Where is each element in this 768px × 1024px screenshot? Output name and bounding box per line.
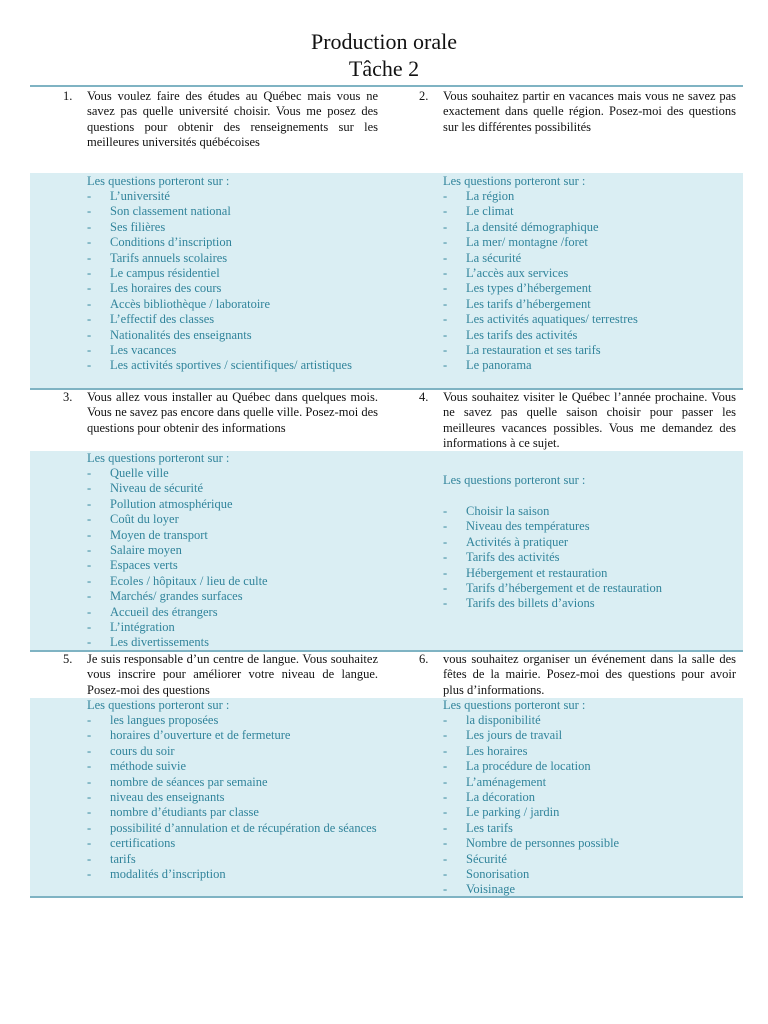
questions-heading: Les questions porteront sur : bbox=[87, 174, 230, 188]
list-item bbox=[87, 497, 378, 512]
bullet-dash: - bbox=[87, 312, 92, 327]
prompt-row-2 bbox=[30, 390, 743, 451]
list-item bbox=[443, 581, 736, 596]
prompt-row-3 bbox=[30, 652, 743, 698]
list-item-text: Hébergement et restauration bbox=[466, 565, 608, 580]
list-item-text: certifications bbox=[110, 836, 176, 851]
list-item-text: Les tarifs d’hébergement bbox=[466, 296, 591, 311]
list-item-text: La mer/ montagne /foret bbox=[466, 235, 588, 250]
list-item-text: Les vacances bbox=[110, 343, 177, 358]
task-prompt: Vous allez vous installer au Québec dans quelques mois. Vous ne savez pas encore dans quelle ville. Posez-moi des questions pour obtenir des informations bbox=[87, 390, 378, 435]
list-item bbox=[87, 543, 378, 558]
bullet-dash: - bbox=[87, 189, 92, 203]
list-item bbox=[443, 358, 736, 373]
bullet-dash: - bbox=[87, 543, 92, 558]
list-item-text: Les jours de travail bbox=[466, 728, 563, 743]
list-item bbox=[87, 235, 378, 250]
list-item-text: Les divertissements bbox=[110, 635, 209, 650]
list-item-text: Le panorama bbox=[466, 358, 532, 373]
bullet-dash: - bbox=[443, 296, 448, 311]
list-item bbox=[87, 297, 378, 312]
bullet-dash: - bbox=[87, 805, 92, 820]
bullet-dash: - bbox=[87, 235, 92, 250]
list-item-text: Tarifs des activités bbox=[466, 550, 560, 565]
bullet-dash: - bbox=[443, 713, 448, 727]
list-item bbox=[443, 189, 736, 204]
list-item-text: L’effectif des classes bbox=[110, 312, 215, 327]
bullet-dash: - bbox=[443, 790, 448, 805]
bullet-dash: - bbox=[443, 219, 448, 234]
list-item-text: possibilité d’annulation et de récupération de séances bbox=[110, 820, 377, 835]
bullet-dash: - bbox=[87, 527, 92, 542]
bullet-dash: - bbox=[87, 589, 92, 604]
list-item-text: Ecoles / hôpitaux / lieu de culte bbox=[110, 573, 268, 588]
list-item-text: Tarifs d’hébergement et de restauration bbox=[466, 581, 663, 596]
list-item-text: la disponibilité bbox=[466, 713, 541, 727]
list-item-text: Les activités sportives / scientifiques/ artistiques bbox=[110, 358, 352, 373]
list-item bbox=[87, 728, 378, 743]
questions-heading: Les questions porteront sur : bbox=[87, 451, 230, 465]
questions-list bbox=[87, 713, 378, 882]
list-item-text: nombre de séances par semaine bbox=[110, 774, 268, 789]
questions-heading: Les questions porteront sur : bbox=[443, 473, 586, 487]
list-item bbox=[443, 775, 736, 790]
list-item bbox=[87, 620, 378, 635]
list-item-text: L’université bbox=[110, 189, 170, 203]
list-item bbox=[87, 713, 378, 728]
list-item bbox=[87, 836, 378, 851]
bullet-dash: - bbox=[443, 882, 448, 897]
list-item-text: Le campus résidentiel bbox=[110, 266, 220, 281]
list-item-text: Les activités aquatiques/ terrestres bbox=[466, 312, 638, 327]
bullet-dash: - bbox=[443, 759, 448, 774]
task-number: 1. bbox=[63, 89, 73, 103]
list-item bbox=[87, 251, 378, 266]
bullet-dash: - bbox=[87, 481, 92, 496]
task-number: 6. bbox=[419, 652, 429, 666]
bullet-dash: - bbox=[87, 728, 92, 743]
bullet-dash: - bbox=[443, 851, 448, 866]
list-item bbox=[443, 535, 736, 550]
list-item bbox=[87, 852, 378, 867]
questions-list bbox=[443, 504, 736, 612]
list-item-text: Choisir la saison bbox=[466, 504, 550, 518]
task-number: 2. bbox=[419, 89, 429, 103]
list-item-text: Nationalités des enseignants bbox=[110, 327, 252, 342]
bullet-dash: - bbox=[87, 867, 92, 882]
list-item-text: nombre d’étudiants par classe bbox=[110, 805, 259, 820]
list-item bbox=[87, 759, 378, 774]
task-prompt: Vous voulez faire des études au Québec mais vous ne savez pas quelle université choisir. Vous me posez des questions pour obtenir des renseignements sur les meilleures universités québécoises bbox=[87, 89, 378, 150]
list-item bbox=[87, 605, 378, 620]
list-item-text: Activités à pratiquer bbox=[466, 534, 569, 549]
list-item bbox=[87, 220, 378, 235]
list-item-text: Le climat bbox=[466, 204, 514, 219]
list-item-text: L’aménagement bbox=[466, 774, 547, 789]
bullet-dash: - bbox=[87, 851, 92, 866]
list-item bbox=[87, 512, 378, 527]
list-item bbox=[443, 312, 736, 327]
bullet-dash: - bbox=[443, 358, 448, 373]
questions-list bbox=[443, 189, 736, 374]
bullet-dash: - bbox=[87, 250, 92, 265]
list-item bbox=[87, 528, 378, 543]
list-item bbox=[87, 790, 378, 805]
list-item bbox=[87, 744, 378, 759]
list-item-text: L’intégration bbox=[110, 620, 175, 635]
bullet-dash: - bbox=[443, 805, 448, 820]
list-item-text: La décoration bbox=[466, 790, 536, 805]
list-item-text: Quelle ville bbox=[110, 466, 169, 480]
list-item bbox=[87, 589, 378, 604]
bullet-dash: - bbox=[443, 281, 448, 296]
list-item-text: horaires d’ouverture et de fermeture bbox=[110, 728, 291, 743]
bullet-dash: - bbox=[443, 250, 448, 265]
list-item bbox=[443, 519, 736, 534]
bullet-dash: - bbox=[443, 327, 448, 342]
task-number: 3. bbox=[63, 390, 73, 404]
bullet-dash: - bbox=[87, 604, 92, 619]
bullet-dash: - bbox=[443, 867, 448, 882]
bullet-dash: - bbox=[87, 573, 92, 588]
task-prompt: vous souhaitez organiser un événement dans la salle des fêtes de la mairie. Posez-moi des questions pour avoir plus d’informations. bbox=[443, 652, 736, 697]
bullet-dash: - bbox=[87, 466, 92, 480]
list-item-text: Espaces verts bbox=[110, 558, 178, 573]
list-item bbox=[87, 312, 378, 327]
bullet-dash: - bbox=[443, 519, 448, 534]
list-item-text: Son classement national bbox=[110, 204, 231, 219]
list-item bbox=[443, 790, 736, 805]
questions-row-1 bbox=[30, 173, 743, 388]
bullet-dash: - bbox=[87, 281, 92, 296]
list-item bbox=[87, 821, 378, 836]
bullet-dash: - bbox=[443, 836, 448, 851]
bullet-dash: - bbox=[443, 820, 448, 835]
task-prompt: Je suis responsable d’un centre de langue. Vous souhaitez vous inscrire pour améliorer votre niveau de langue. Posez-moi des questions bbox=[87, 652, 378, 697]
list-item bbox=[443, 328, 736, 343]
bullet-dash: - bbox=[443, 581, 448, 596]
list-item-text: Le parking / jardin bbox=[466, 805, 560, 820]
task-prompt: Vous souhaitez partir en vacances mais vous ne savez pas exactement dans quelle région. Posez-moi des questions sur les différentes possibilités bbox=[443, 89, 736, 134]
list-item bbox=[443, 728, 736, 743]
list-item bbox=[443, 821, 736, 836]
bullet-dash: - bbox=[87, 512, 92, 527]
list-item-text: les langues proposées bbox=[110, 713, 219, 727]
bullet-dash: - bbox=[87, 266, 92, 281]
list-item-text: modalités d’inscription bbox=[110, 867, 226, 882]
bullet-dash: - bbox=[443, 235, 448, 250]
list-item-text: Les horaires bbox=[466, 743, 528, 758]
task-number: 4. bbox=[419, 390, 429, 404]
bullet-dash: - bbox=[443, 596, 448, 611]
questions-list bbox=[87, 466, 378, 651]
bullet-dash: - bbox=[443, 550, 448, 565]
list-item-text: Sécurité bbox=[466, 851, 507, 866]
list-item bbox=[443, 220, 736, 235]
list-item-text: Les tarifs des activités bbox=[466, 327, 578, 342]
bullet-dash: - bbox=[87, 620, 92, 635]
prompt-row-1 bbox=[30, 87, 743, 173]
questions-heading: Les questions porteront sur : bbox=[443, 698, 586, 712]
list-item bbox=[87, 343, 378, 358]
list-item-text: Les horaires des cours bbox=[110, 281, 222, 296]
questions-list bbox=[87, 189, 378, 374]
list-item bbox=[87, 204, 378, 219]
list-item-text: La densité démographique bbox=[466, 219, 599, 234]
list-item-text: méthode suivie bbox=[110, 759, 187, 774]
list-item bbox=[87, 266, 378, 281]
bullet-dash: - bbox=[87, 635, 92, 650]
list-item bbox=[443, 297, 736, 312]
list-item bbox=[443, 882, 736, 897]
list-item bbox=[443, 504, 736, 519]
questions-list bbox=[443, 713, 736, 898]
list-item bbox=[443, 805, 736, 820]
list-item bbox=[87, 574, 378, 589]
list-item bbox=[443, 867, 736, 882]
bullet-dash: - bbox=[443, 189, 448, 203]
bullet-dash: - bbox=[87, 820, 92, 835]
bullet-dash: - bbox=[443, 343, 448, 358]
list-item bbox=[87, 775, 378, 790]
bullet-dash: - bbox=[443, 504, 448, 518]
list-item-text: cours du soir bbox=[110, 743, 175, 758]
list-item-text: Coût du loyer bbox=[110, 512, 179, 527]
list-item bbox=[87, 281, 378, 296]
bullet-dash: - bbox=[87, 774, 92, 789]
list-item-text: Niveau des températures bbox=[466, 519, 590, 534]
list-item bbox=[87, 466, 378, 481]
list-item-text: Pollution atmosphérique bbox=[110, 496, 233, 511]
list-item-text: Sonorisation bbox=[466, 867, 530, 882]
list-item bbox=[443, 204, 736, 219]
bullet-dash: - bbox=[443, 312, 448, 327]
list-item bbox=[87, 189, 378, 204]
bullet-dash: - bbox=[443, 534, 448, 549]
list-item-text: tarifs bbox=[110, 851, 136, 866]
list-item bbox=[443, 251, 736, 266]
list-item bbox=[87, 558, 378, 573]
list-item-text: La sécurité bbox=[466, 250, 522, 265]
list-item-text: La région bbox=[466, 189, 515, 203]
list-item-text: Accès bibliothèque / laboratoire bbox=[110, 296, 271, 311]
bullet-dash: - bbox=[443, 728, 448, 743]
list-item bbox=[443, 852, 736, 867]
bullet-dash: - bbox=[443, 266, 448, 281]
bullet-dash: - bbox=[443, 774, 448, 789]
list-item-text: Voisinage bbox=[466, 882, 516, 897]
bullet-dash: - bbox=[87, 219, 92, 234]
bullet-dash: - bbox=[87, 296, 92, 311]
list-item bbox=[87, 867, 378, 882]
bullet-dash: - bbox=[87, 327, 92, 342]
questions-row-3 bbox=[30, 698, 743, 896]
list-item-text: Tarifs des billets d’avions bbox=[466, 596, 595, 611]
list-item bbox=[443, 343, 736, 358]
list-item bbox=[443, 759, 736, 774]
bullet-dash: - bbox=[87, 496, 92, 511]
task-prompt: Vous souhaitez visiter le Québec l’année prochaine. Vous ne savez pas quelle saison choisir pour passer les meilleures vacances possibles. Vous me demandez des informations à ce sujet. bbox=[443, 390, 736, 451]
questions-heading: Les questions porteront sur : bbox=[443, 174, 586, 188]
list-item bbox=[87, 358, 378, 373]
bullet-dash: - bbox=[87, 204, 92, 219]
list-item bbox=[443, 281, 736, 296]
bullet-dash: - bbox=[443, 204, 448, 219]
list-item-text: Marchés/ grandes surfaces bbox=[110, 589, 243, 604]
list-item-text: Moyen de transport bbox=[110, 527, 208, 542]
bullet-dash: - bbox=[87, 713, 92, 727]
bullet-dash: - bbox=[87, 790, 92, 805]
questions-row-2 bbox=[30, 451, 743, 650]
list-item bbox=[443, 713, 736, 728]
bullet-dash: - bbox=[443, 565, 448, 580]
bullet-dash: - bbox=[87, 743, 92, 758]
list-item bbox=[87, 635, 378, 650]
list-item bbox=[443, 235, 736, 250]
task-number: 5. bbox=[63, 652, 73, 666]
list-item-text: La procédure de location bbox=[466, 759, 591, 774]
list-item-text: Accueil des étrangers bbox=[110, 604, 218, 619]
bullet-dash: - bbox=[443, 743, 448, 758]
list-item-text: Salaire moyen bbox=[110, 543, 182, 558]
bullet-dash: - bbox=[87, 759, 92, 774]
list-item-text: Les tarifs bbox=[466, 820, 513, 835]
list-item bbox=[87, 805, 378, 820]
list-item-text: La restauration et ses tarifs bbox=[466, 343, 601, 358]
list-item-text: Conditions d’inscription bbox=[110, 235, 232, 250]
list-item bbox=[443, 266, 736, 281]
list-item bbox=[443, 566, 736, 581]
bullet-dash: - bbox=[87, 836, 92, 851]
list-item-text: Nombre de personnes possible bbox=[466, 836, 620, 851]
bullet-dash: - bbox=[87, 558, 92, 573]
list-item bbox=[443, 836, 736, 851]
list-item bbox=[443, 550, 736, 565]
list-item-text: Les types d’hébergement bbox=[466, 281, 592, 296]
questions-heading: Les questions porteront sur : bbox=[87, 698, 230, 712]
list-item-text: L’accès aux services bbox=[466, 266, 569, 281]
page-title-line-1: Production orale bbox=[310, 29, 458, 54]
list-item bbox=[443, 596, 736, 611]
list-item-text: Niveau de sécurité bbox=[110, 481, 204, 496]
bullet-dash: - bbox=[87, 358, 92, 373]
list-item bbox=[87, 481, 378, 496]
list-item bbox=[87, 328, 378, 343]
list-item-text: Tarifs annuels scolaires bbox=[110, 250, 228, 265]
list-item-text: Ses filières bbox=[110, 219, 166, 234]
list-item bbox=[443, 744, 736, 759]
page-title-line-2: Tâche 2 bbox=[348, 56, 420, 81]
list-item-text: niveau des enseignants bbox=[110, 790, 225, 805]
bullet-dash: - bbox=[87, 343, 92, 358]
